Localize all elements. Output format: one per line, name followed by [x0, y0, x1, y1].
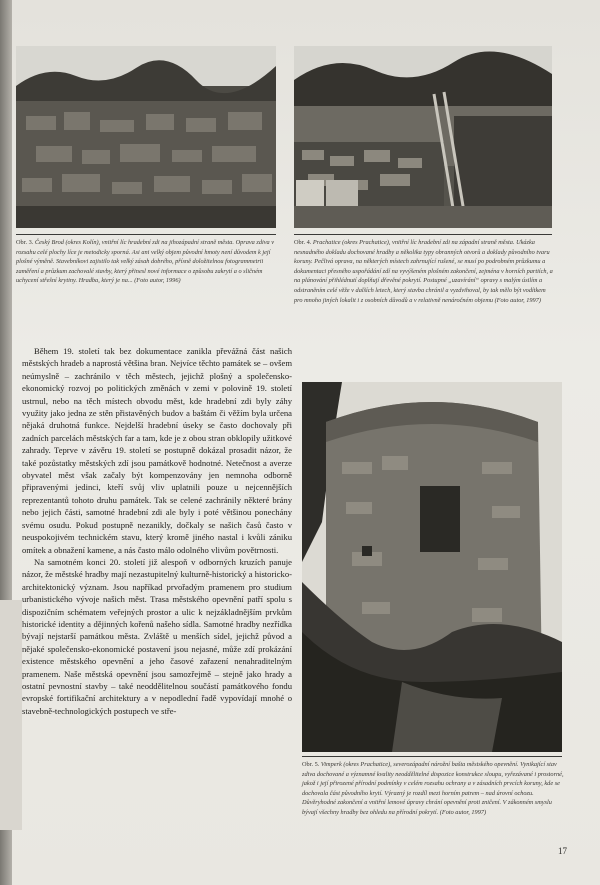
figure-3-caption — [16, 238, 278, 286]
figure-3-rule — [16, 234, 276, 235]
figure-5-label: Obr. 5. — [302, 761, 320, 768]
body-paragraph-2: Na samotném konci 20. století již alespoň v odborných kruzích panuje názor, že městské hradby mají nezastupitelný kulturně-historický a historicko-architektonický význam. Jsou napříkad prvořadým pramenem pro studium urbanistického vývoje našich měst. Trasa městského opevnění patří spolu s dispozičním schématem veřejných prostor a ulic k nejzákladnějším prvkům historické identity a dějinných kořenů našeho sídla. Samotné hradby nezřídka bývají nejstarší památkou města. Zvláště u menších sídel, jejichž původ a nějaké společensko-ekonomické postavení jsou nejasné, může zdí prokázání existence městského opevnění a jeho časové zařazení nenahraditelným pramenem. Naše městská opevnění jsou samozřejmě – stejně jako hrady a ostatní pevnostní stavby – také neoddělitelnou součástí památkového fondu evropské fortifikační architektury a v nepodlední řadě vypovídají mnohé o stavebně-technologických postupech ve stře- — [22, 556, 292, 716]
figure-4-photo — [294, 46, 552, 228]
figure-5-rule — [302, 756, 562, 757]
article-body — [22, 345, 292, 717]
page-number: 17 — [558, 846, 567, 856]
figure-4-label: Obr. 4. — [294, 239, 312, 246]
figure-3-photo — [16, 46, 276, 228]
figure-3-label: Obr. 3. — [16, 239, 34, 246]
figure-4-caption — [294, 238, 554, 305]
figure-5-caption — [302, 760, 564, 818]
body-paragraph-1: Během 19. století tak bez dokumentace zanikla převážná část našich městských hradeb a naprostá většina bran. Nejvíce těchto památek se – ovšem neúmyslně – zachránilo v těch městech, jejichž plošný a společensko-ekonomický rozvoj po politických změnách v zemi v polovině 19. století ustrnul, nebo na těch místech obvodu měst, kde hradební zdi byly záhy využity jako jedna ze stěn přistavěných budov a baštám či věžím byla určena nějaká druhotná funkce. Nejdelší hradební úseky se často dochovaly při zadních parcelách městských far a tam, kde je z obou stran obklopily užitkové zahrady. Teprve v závěru 19. století se postupně dokázal prosadit názor, že také pozůstatky městských zdí jsou památkově hodnotné. Netečnost a averze obyvatel měst však začaly být kompenzovány jen nemnoha odborně připravenými jedinci, kteří svůj vliv uplatnili pouze u nejcennějších reprezentantů tohoto druhu památek. Tak se celené zachránily některé brány nebo jejich části, samotné hradební zdi ale byly i poté většinou ponechány svému osudu. Pokud postupně nezanikly, dočkaly se našich časů často v neuspokojivém technickém stavu, který kromě jiného nastal i kvůli zániku omítek a obnažení kamene, a nás často málo odolného vlivům povětrnosti. — [22, 346, 292, 555]
figure-5-photo — [302, 382, 562, 752]
figure-5-caption-text: Vimperk (okres Prachatice), severozápadní nárožní bašta městského opevnění. Vynikající stav zdiva dochované a významné kvality neoddělitelné dispozice konstrukce sloupu, vyřezávané i prostorné, jakož i její přirozené přírodní podmínky v celém rozsahu ochrany a v zásadních prvcích koruny, kde se dochovala část původního krytí. Výrazný je rozdíl mezi horním patrem – nad úrovní ochozu. Důvěryhodné zakončení a vnitřní lemové úpravy chrání opevnění proti zničení. V zákonném smyslu bývají všechny hradby bez ohledu na přírodní pokrytí. (Foto autor, 1997) — [302, 761, 564, 816]
figure-3-caption-text: Český Brod (okres Kolín), vnitřní líc hradební zdi na jihozápadní straně města. Oprava zdiva v rozsahu celé plochy líce je metodicky sporná. Asi ani velký objem původní hmoty není důvodem k její plošné výměně. Stavebníkovi zajistilo tak velký zásah dobrého, přísně doložitelnou fotogrammetrii zaměření a průzkum zachovalé stavby, který přinesl nové informace o způsobu zakrytí a o sličném uchycení střešní krytiny. Hradba, který je na... (Foto autor, 1996) — [16, 239, 275, 285]
figure-4-rule — [294, 234, 552, 235]
figure-4-caption-text: Prachatice (okres Prachatice), vnitřní líc hradební zdi na západní straně města. Ukázka nesnadného dokladu dochované hradby a několika typy obranných otvorů a doklady původního tvaru koruny. Pečlivá oprava, na některých místech zahrnující rušené, se musí po podrobném průzkumu a dokumentaci přesného uspořádání zdí na vyvýšeném plošném zakončení, zejména v horních partiích, a na plánování přihlédnutí doplňují dřevěné pokrytí. Postupné „uzavírání“ opravy s malým úsilím a odstraněním celé věže v dalších letech, který stavba chránil a vyzdvihoval, by tak mělo být vodítkem pro mnoho jiných lokalit i z osobních důvodů a v relativně nenáročném objemu (Foto autor, 1997) — [294, 239, 553, 304]
previous-page-edge — [0, 600, 22, 830]
